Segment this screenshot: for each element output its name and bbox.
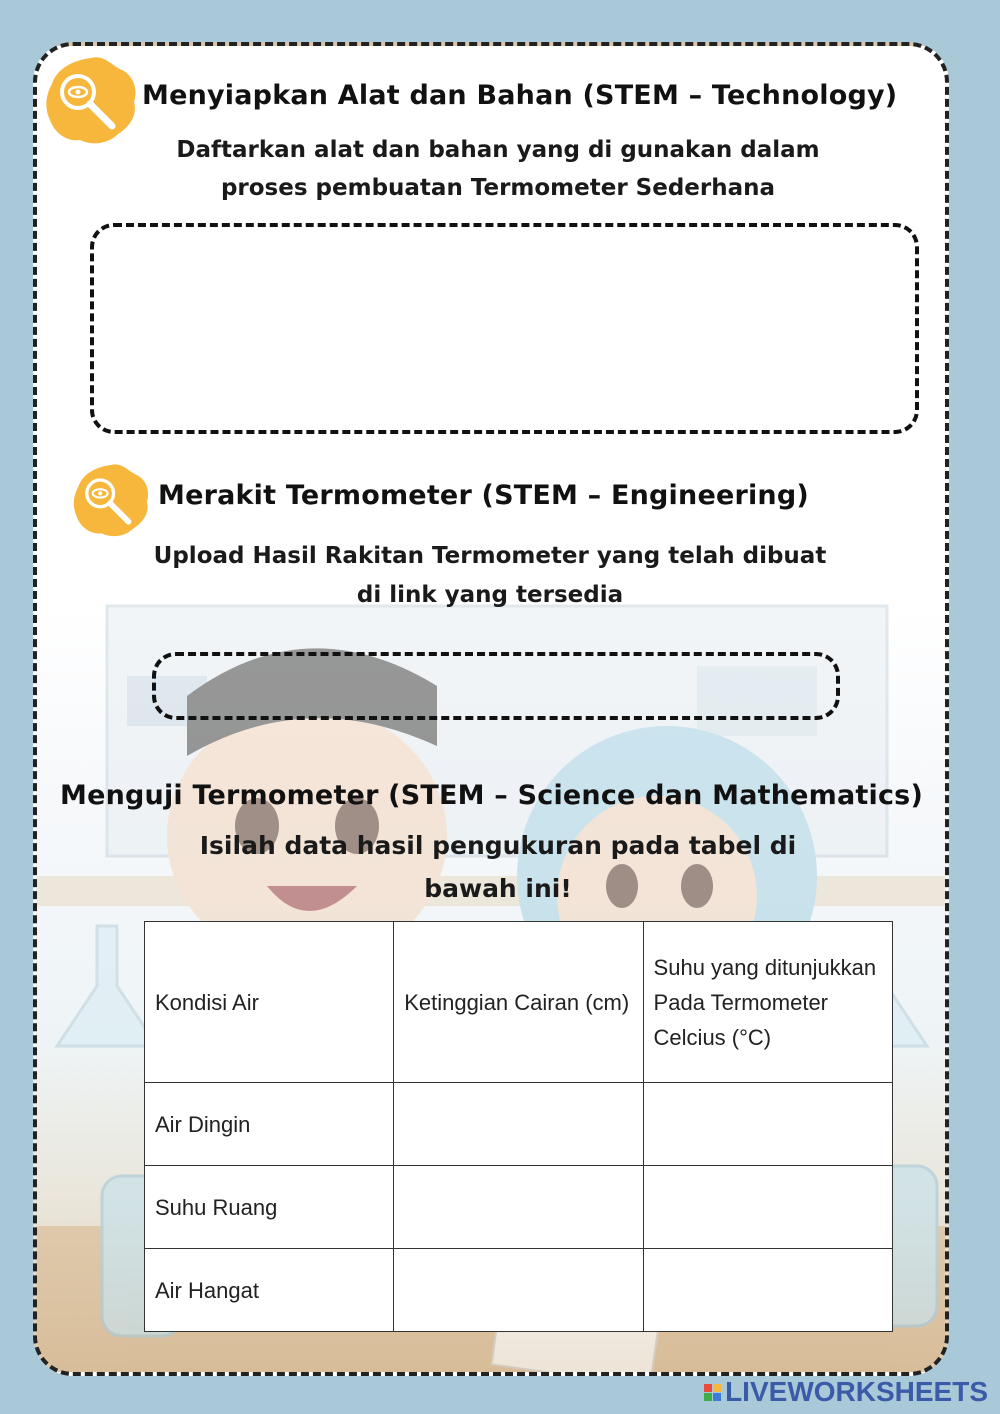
row-label: Air Hangat	[145, 1249, 394, 1332]
section2-instruction-line1: Upload Hasil Rakitan Termometer yang telah dibuat	[153, 543, 827, 569]
table-header-row	[145, 922, 893, 1083]
brand-name: LIVEWORKSHEETS	[725, 1376, 988, 1407]
height-input-cell[interactable]	[394, 1249, 643, 1332]
upload-link-input[interactable]	[152, 652, 840, 720]
temperature-input-cell[interactable]	[643, 1083, 892, 1166]
section2-instruction-line2: di link yang tersedia	[356, 582, 624, 608]
section1-instruction-line1: Daftarkan alat dan bahan yang di gunakan dalam	[176, 137, 820, 163]
section1-title: Menyiapkan Alat dan Bahan (STEM – Technology)	[142, 80, 898, 111]
table-row	[145, 1166, 893, 1249]
table-row	[145, 1083, 893, 1166]
section3-instruction-line2: bawah ini!	[424, 874, 572, 903]
table-row	[145, 1249, 893, 1332]
measurement-table	[144, 921, 893, 1332]
temperature-input-cell[interactable]	[643, 1166, 892, 1249]
magnifier-eye-icon	[70, 460, 152, 540]
header-cell: Suhu yang ditunjukkan Pada Termometer Celcius (°C)	[643, 922, 892, 1083]
section1-instruction-line2: proses pembuatan Termometer Sederhana	[220, 175, 776, 201]
header-cell: Ketinggian Cairan (cm)	[394, 922, 643, 1083]
row-label: Air Dingin	[145, 1083, 394, 1166]
section2-title: Merakit Termometer (STEM – Engineering)	[158, 480, 809, 511]
liveworksheets-logo	[704, 1376, 988, 1408]
header-cell: Kondisi Air	[145, 922, 394, 1083]
temperature-input-cell[interactable]	[643, 1249, 892, 1332]
height-input-cell[interactable]	[394, 1166, 643, 1249]
tools-materials-input[interactable]	[90, 223, 919, 434]
magnifier-eye-icon	[42, 52, 140, 148]
row-label: Suhu Ruang	[145, 1166, 394, 1249]
section3-instruction-line1: Isilah data hasil pengukuran pada tabel di	[199, 831, 797, 860]
section3-title: Menguji Termometer (STEM – Science dan Mathematics)	[60, 780, 923, 811]
height-input-cell[interactable]	[394, 1083, 643, 1166]
liveworksheets-icon	[704, 1384, 721, 1401]
